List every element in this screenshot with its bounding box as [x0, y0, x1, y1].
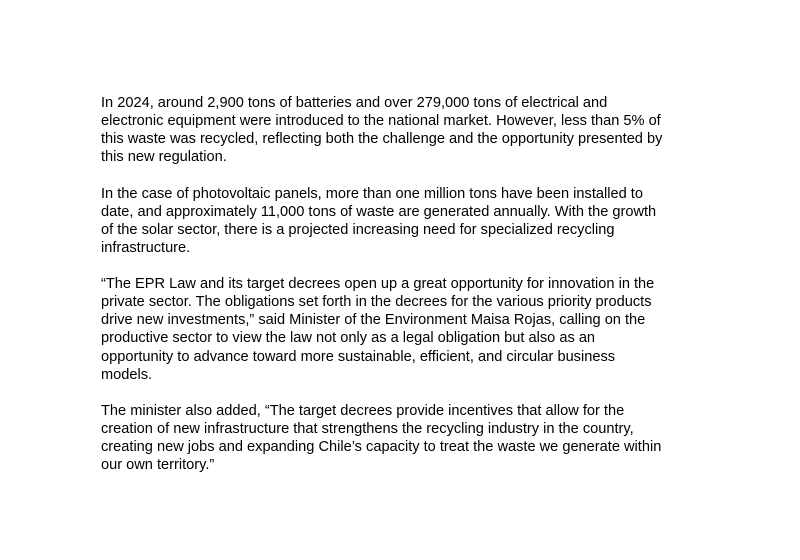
paragraph-4: The minister also added, “The target decrees provide incentives that allow for the creation of new infrastructure that strengthens the recycling industry in the country, creating new jobs and expanding Chile’s capacity to treat the waste we generate within our own territory.” [101, 402, 662, 474]
paragraph-2: In the case of photovoltaic panels, more than one million tons have been installed to date, and approximately 11,000 tons of waste are generated annually. With the growth of the solar sector, there is a projected increasing need for specialized recycling infrastructure. [101, 185, 657, 256]
paragraph-1: In 2024, around 2,900 tons of batteries and over 279,000 tons of electrical and electronic equipment were introduced to the national market. However, less than 5% of this waste was recycled, reflecting both the challenge and the opportunity presented by this new regulation. [101, 95, 663, 166]
paragraph-3: “The EPR Law and its target decrees open up a great opportunity for innovation in the private sector. The obligations set forth in the decrees for the various priority products drive new investments,” said Minister of the Environment Maisa Rojas, calling on the productive sector to view the law not only as a legal obligation but also as an opportunity to advance toward more sustainable, efficient, and circular business models. [101, 276, 655, 383]
article-body [101, 94, 701, 474]
